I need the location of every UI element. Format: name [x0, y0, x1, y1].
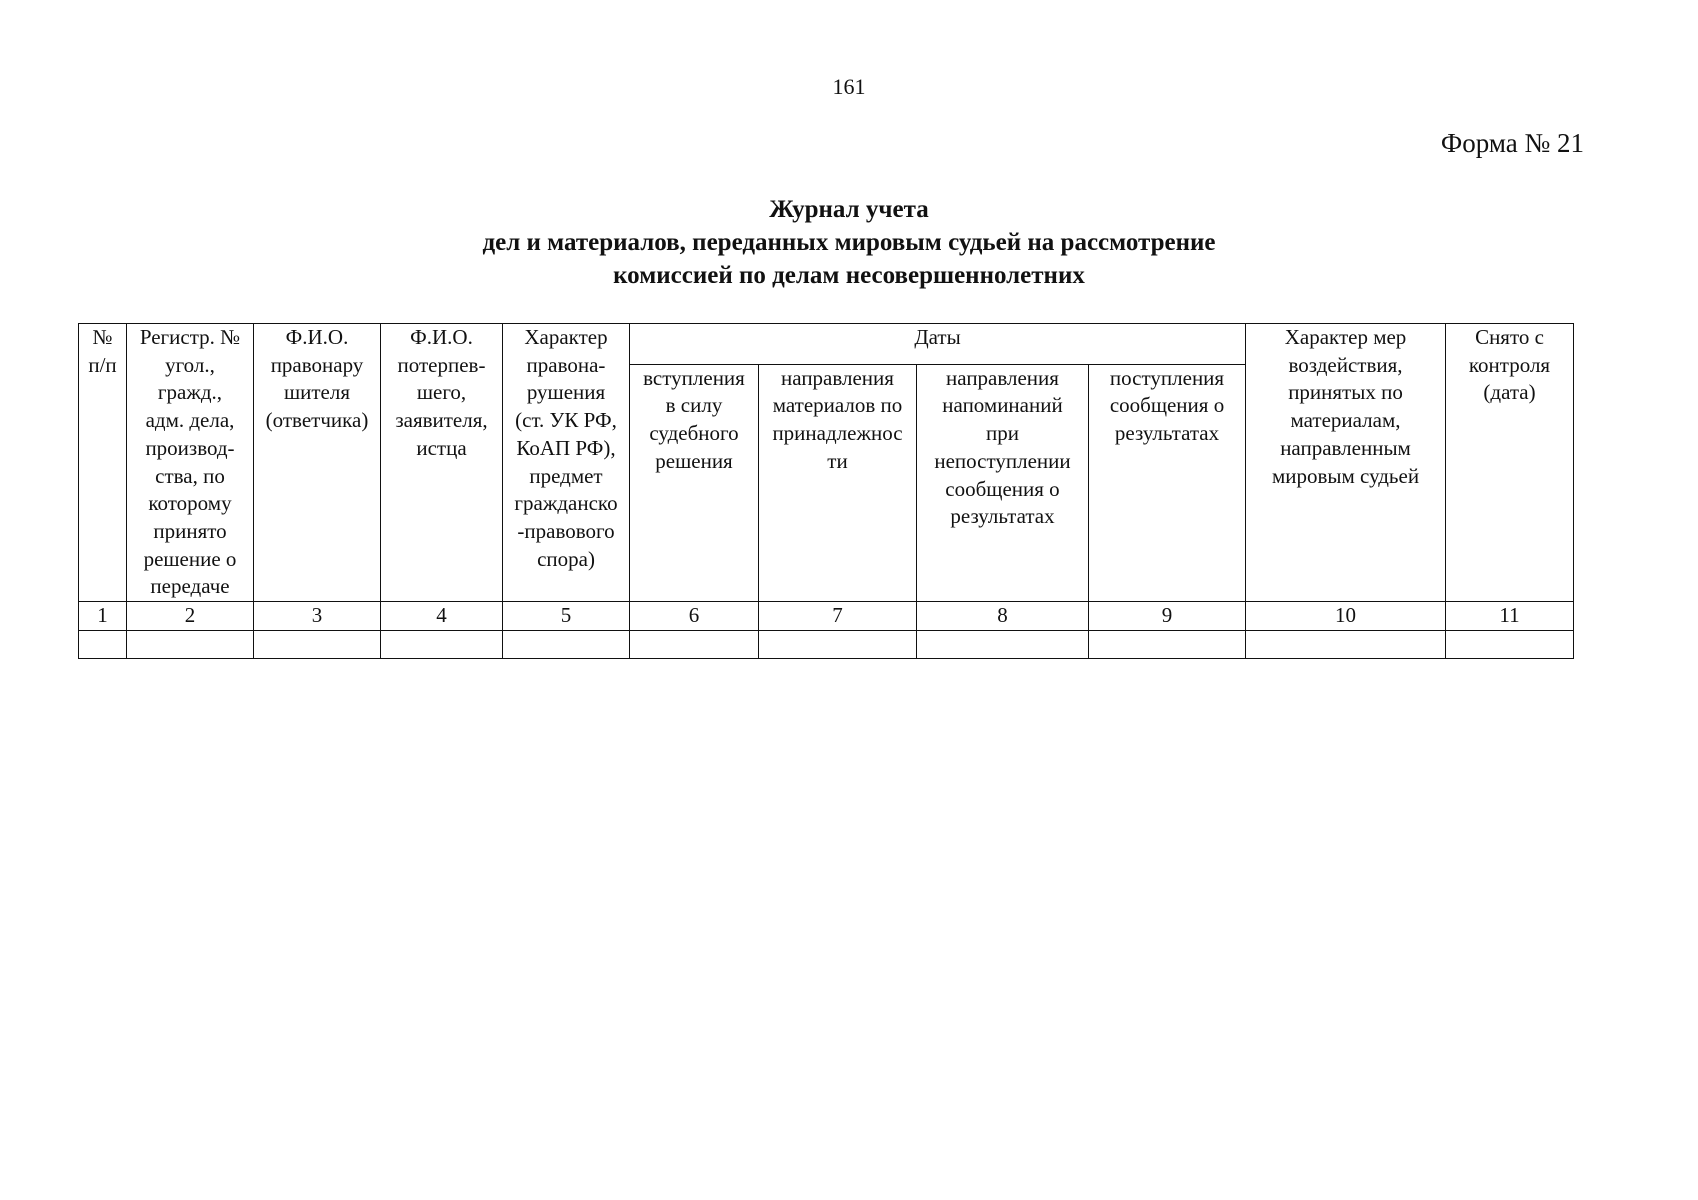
page-number: 161	[832, 74, 866, 99]
empty-cell	[1089, 630, 1246, 658]
column-number: 9	[1089, 602, 1246, 631]
column-number: 1	[79, 602, 127, 631]
document-title	[0, 193, 1698, 292]
header-col-6: вступления в силу судебного решения	[630, 364, 759, 601]
header-row-1	[79, 324, 1574, 365]
header-col-4: Ф.И.О. потерпев- шего, заявителя, истца	[381, 324, 503, 602]
empty-cell	[127, 630, 254, 658]
header-col-9: поступления сообщения о результатах	[1089, 364, 1246, 601]
column-number: 5	[503, 602, 630, 631]
column-number: 11	[1446, 602, 1574, 631]
column-number: 6	[630, 602, 759, 631]
column-number: 3	[254, 602, 381, 631]
title-line-2: дел и материалов, переданных мировым судьей на рассмотрение	[482, 229, 1216, 256]
header-col-3: Ф.И.О. правонару шителя (ответчика)	[254, 324, 381, 602]
empty-cell	[79, 630, 127, 658]
header-col-7: направления материалов по принадлежнос ти	[759, 364, 917, 601]
header-col-10: Характер мер воздействия, принятых по материалам, направленным мировым судьей	[1246, 324, 1446, 602]
column-number: 7	[759, 602, 917, 631]
header-col-11: Снято с контроля (дата)	[1446, 324, 1574, 602]
header-dates-group: Даты	[630, 324, 1246, 365]
header-col-8: направления напоминаний при непоступлении сообщения о результатах	[917, 364, 1089, 601]
title-line-1: Журнал учета	[769, 196, 929, 223]
empty-cell	[759, 630, 917, 658]
header-col-5: Характер правона- рушения (ст. УК РФ, КоАП РФ), предмет гражданско -правового спора)	[503, 324, 630, 602]
empty-cell	[917, 630, 1089, 658]
journal-table	[78, 323, 1574, 659]
header-col-2: Регистр. № угол., гражд., адм. дела, производ- ства, по которому принято решение о передаче	[127, 324, 254, 602]
empty-entry-row	[79, 630, 1574, 658]
empty-cell	[254, 630, 381, 658]
column-numbers-row	[79, 602, 1574, 631]
column-number: 8	[917, 602, 1089, 631]
column-number: 4	[381, 602, 503, 631]
column-number: 2	[127, 602, 254, 631]
column-number: 10	[1246, 602, 1446, 631]
form-label: Форма № 21	[1440, 128, 1584, 158]
title-line-3: комиссией по делам несовершеннолетних	[613, 262, 1085, 289]
empty-cell	[630, 630, 759, 658]
header-col-1: № п/п	[79, 324, 127, 602]
empty-cell	[381, 630, 503, 658]
empty-cell	[1246, 630, 1446, 658]
empty-cell	[1446, 630, 1574, 658]
empty-cell	[503, 630, 630, 658]
